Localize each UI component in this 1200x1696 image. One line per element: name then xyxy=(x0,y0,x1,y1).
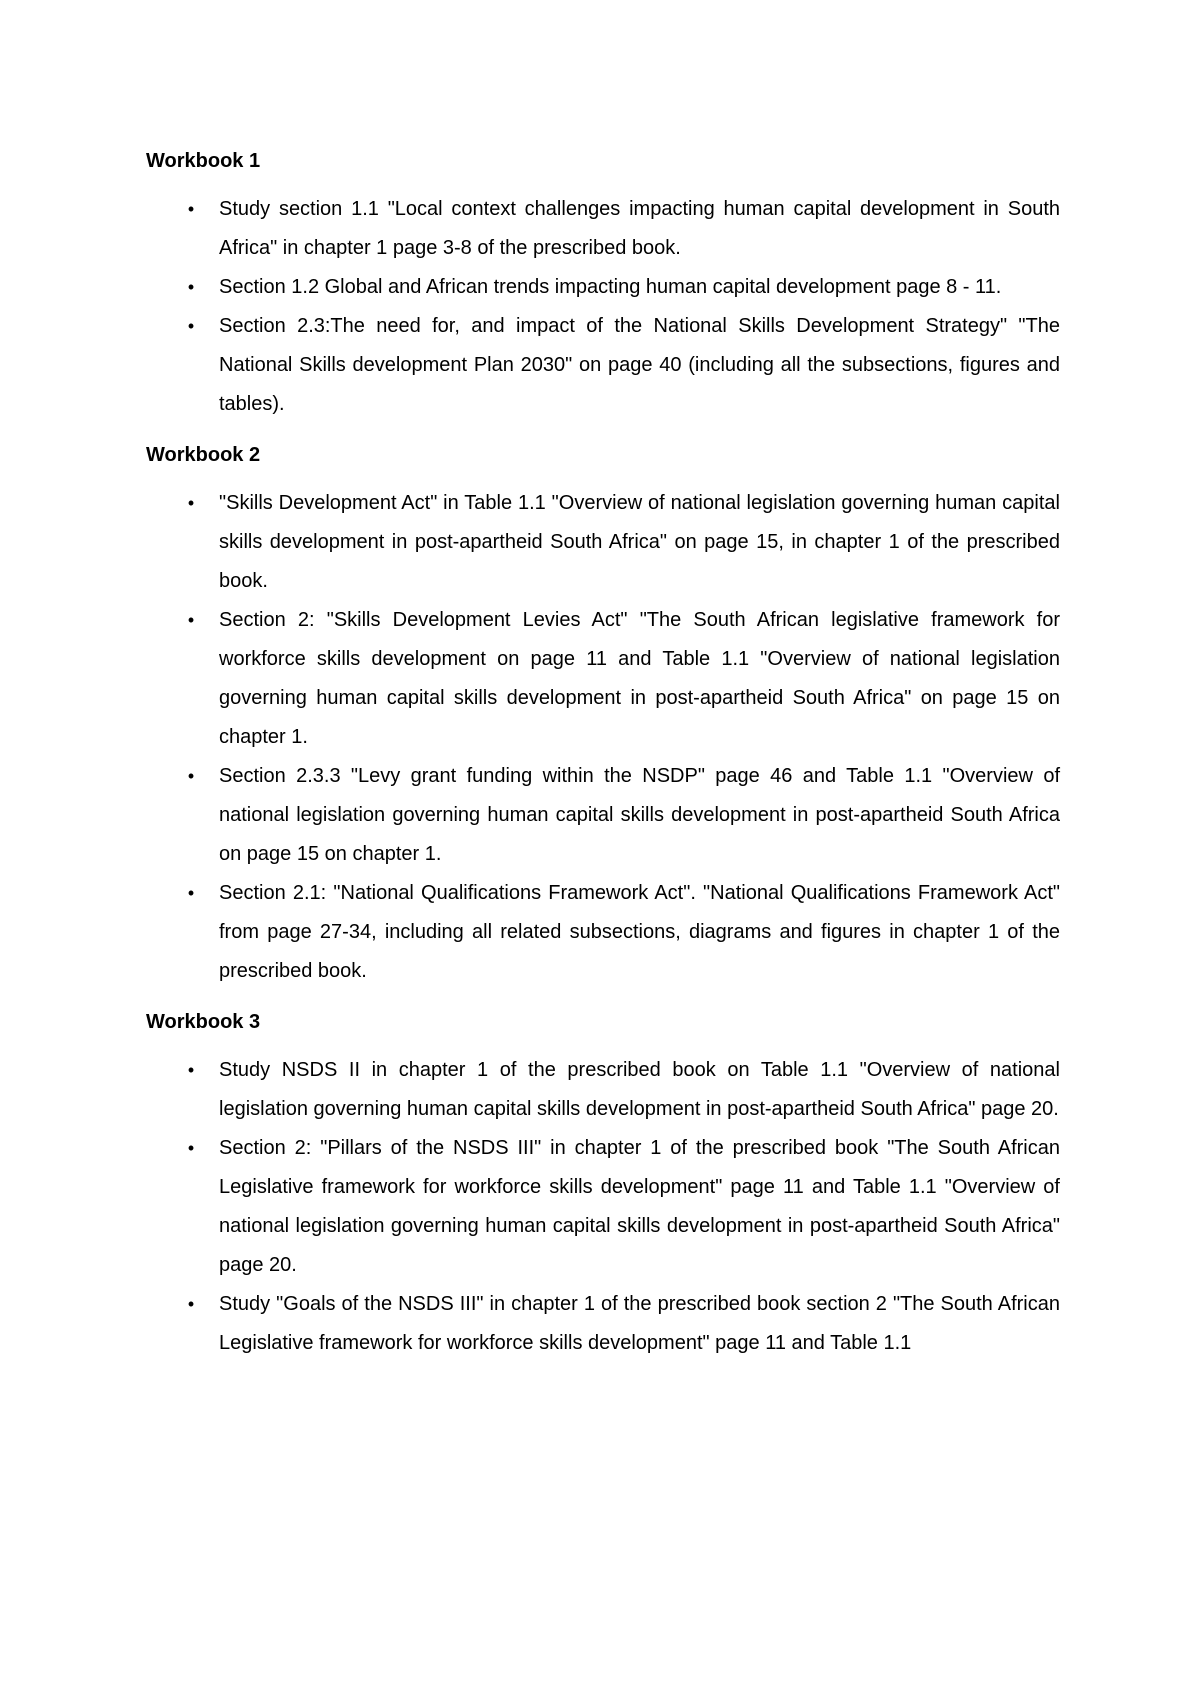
list-item-text: Section 2.3.3 "Levy grant funding within the NSDP" page 46 and Table 1.1 "Overview of national legislation governing human capital skills development in post-apartheid South Africa on page 15 on chapter 1. xyxy=(219,765,1060,865)
bullet-list xyxy=(146,190,1060,424)
list-item xyxy=(146,874,1060,991)
list-item xyxy=(146,307,1060,424)
document-page xyxy=(146,142,1060,1375)
section-heading: Workbook 1 xyxy=(146,150,261,172)
list-item xyxy=(146,190,1060,268)
workbook-3-section xyxy=(146,1003,1060,1363)
bullet-icon: • xyxy=(187,277,195,297)
list-item xyxy=(146,268,1060,307)
bullet-list xyxy=(146,484,1060,991)
list-item-text: Section 1.2 Global and African trends impacting human capital development page 8 - 11. xyxy=(219,276,1002,298)
list-item xyxy=(146,1051,1060,1129)
list-item xyxy=(146,757,1060,874)
list-item-text: Section 2: "Pillars of the NSDS III" in chapter 1 of the prescribed book "The South African Legislative framework for workforce skills development" page 11 and Table 1.1 "Overview of national legislation governing human capital skills development in post-apartheid South Africa" page 20. xyxy=(219,1137,1060,1276)
bullet-list xyxy=(146,1051,1060,1363)
bullet-icon: • xyxy=(187,1060,195,1080)
list-item xyxy=(146,484,1060,601)
bullet-icon: • xyxy=(187,493,195,513)
bullet-icon: • xyxy=(187,316,195,336)
list-item-text: Study section 1.1 "Local context challenges impacting human capital development in South Africa" in chapter 1 page 3-8 of the prescribed book. xyxy=(219,198,1060,259)
list-item xyxy=(146,1129,1060,1285)
list-item-text: Section 2.1: "National Qualifications Framework Act". "National Qualifications Framework Act" from page 27-34, including all related subsections, diagrams and figures in chapter 1 of the prescribed book. xyxy=(219,882,1060,982)
workbook-1-section xyxy=(146,142,1060,424)
list-item xyxy=(146,1285,1060,1363)
bullet-icon: • xyxy=(187,883,195,903)
bullet-icon: • xyxy=(187,766,195,786)
list-item-text: Study "Goals of the NSDS III" in chapter 1 of the prescribed book section 2 "The South African Legislative framework for workforce skills development" page 11 and Table 1.1 xyxy=(219,1293,1060,1354)
bullet-icon: • xyxy=(187,610,195,630)
section-heading: Workbook 3 xyxy=(146,1011,261,1033)
section-heading: Workbook 2 xyxy=(146,444,261,466)
list-item-text: "Skills Development Act" in Table 1.1 "Overview of national legislation governing human capital skills development in post-apartheid South Africa" on page 15, in chapter 1 of the prescribed book. xyxy=(219,492,1060,592)
list-item-text: Study NSDS II in chapter 1 of the prescribed book on Table 1.1 "Overview of national legislation governing human capital skills development in post-apartheid South Africa" page 20. xyxy=(219,1059,1060,1120)
bullet-icon: • xyxy=(187,1138,195,1158)
bullet-icon: • xyxy=(187,1294,195,1314)
list-item-text: Section 2.3:The need for, and impact of the National Skills Development Strategy" "The National Skills development Plan 2030" on page 40 (including all the subsections, figures and tables). xyxy=(219,315,1060,415)
bullet-icon: • xyxy=(187,199,195,219)
list-item xyxy=(146,601,1060,757)
list-item-text: Section 2: "Skills Development Levies Act" "The South African legislative framework for workforce skills development on page 11 and Table 1.1 "Overview of national legislation governing human capital skills development in post-apartheid South Africa" on page 15 on chapter 1. xyxy=(219,609,1060,748)
workbook-2-section xyxy=(146,436,1060,991)
